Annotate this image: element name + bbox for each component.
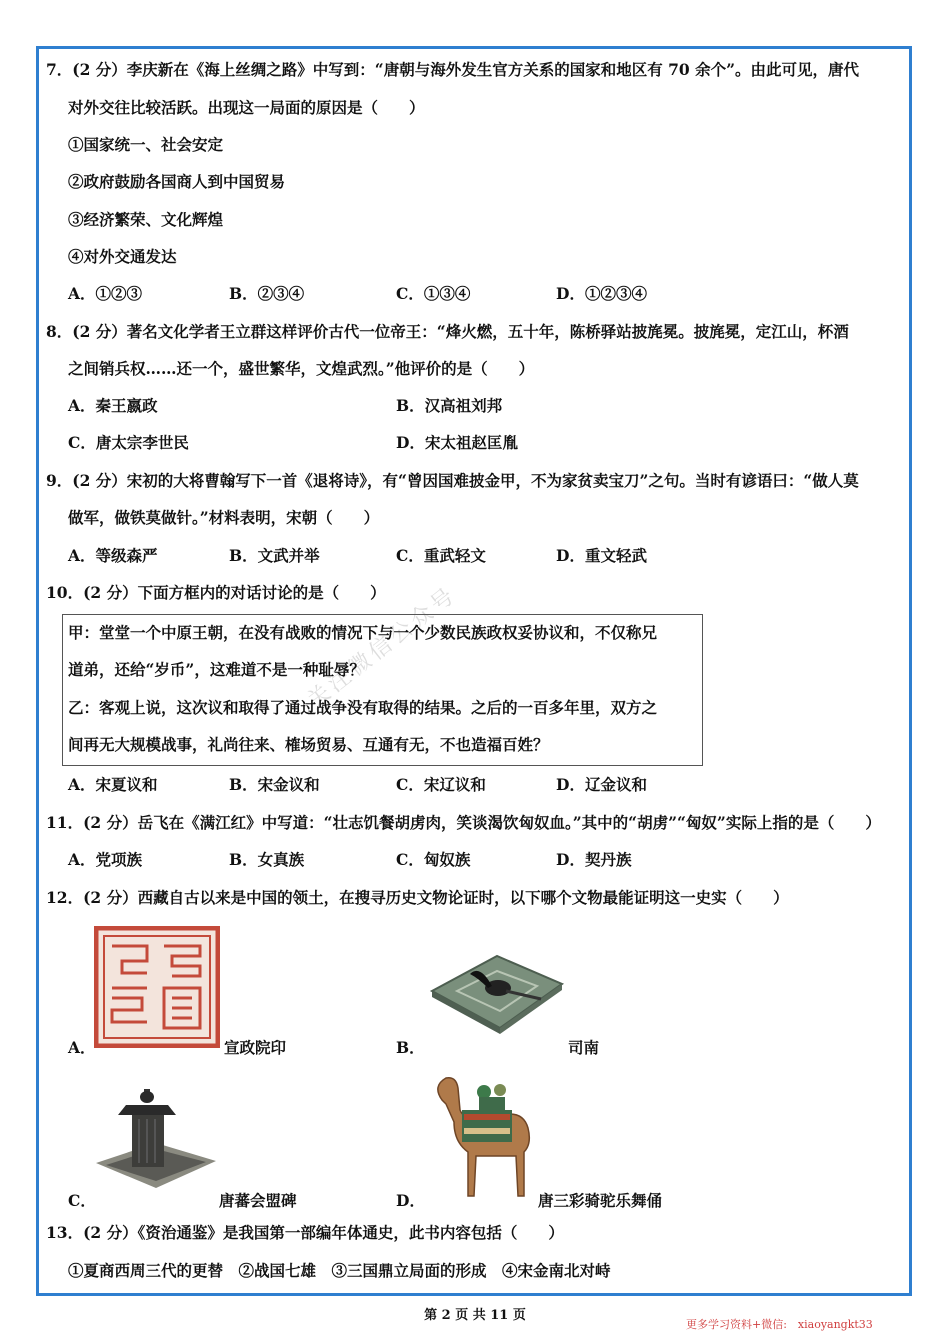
q10-dialog-line: 甲：堂堂一个中原王朝，在没有战败的情况下与一个少数民族政权妥协议和，不仅称兄 [68,623,658,642]
q13-items: ①夏商西周三代的更替 ②战国七雄 ③三国鼎立局面的形成 ④宋金南北对峙 [68,1261,611,1280]
page-number: 第 2 页 共 11 页 [424,1308,526,1323]
camel-figurine-image [424,1070,534,1200]
q12-caption-c: 唐蕃会盟碑 [219,1191,297,1210]
q10-option-b[interactable]: B．宋金议和 [229,775,320,794]
q10-dialog-line: 乙：客观上说，这次议和取得了通过战争没有取得的结果。之后的一百多年里，双方之 [68,698,658,717]
q11-option-b[interactable]: B．女真族 [229,850,305,869]
q12-option-b[interactable]: B． [396,1038,425,1057]
q9-stem-line1: 9．(2 分）宋初的大将曹翰写下一首《退将诗》，有“曾因国难披金甲，不为家贫卖宝刀”之句。当时有谚语曰：“做人莫 [46,471,859,490]
q13-stem: 13．(2 分）《资治通鉴》是我国第一部编年体通史，此书内容包括（ ） [46,1223,564,1242]
q9-option-d[interactable]: D．重文轻武 [556,546,647,565]
q10-dialog-line: 道弟，还给“岁币”，这难道不是一种耻辱？ [68,660,365,679]
q12-option-c[interactable]: C． [68,1191,96,1210]
q7-item: ①国家统一、社会安定 [68,135,224,154]
watermark: 关注微信公众号 [303,581,462,714]
q12-option-d[interactable]: D． [396,1191,425,1210]
q7-option-a[interactable]: A．①②③ [68,284,143,303]
q10-option-c[interactable]: C．宋辽议和 [396,775,486,794]
q10-dialog-line: 间再无大规模战事，礼尚往来、榷场贸易、互通有无，不也造福百姓？ [68,735,549,754]
q11-option-a[interactable]: A．党项族 [68,850,143,869]
q8-option-b[interactable]: B．汉高祖刘邦 [396,396,503,415]
q8-stem-line1: 8．(2 分）著名文化学者王立群这样评价古代一位帝王：“烽火燃，五十年，陈桥驿站披旄冕。披旄冕，定江山，杯酒 [46,322,849,341]
q7-option-b[interactable]: B．②③④ [229,284,305,303]
q12-stem: 12．(2 分）西藏自古以来是中国的领土，在搜寻历史文物论证时，以下哪个文物最能证明这一史实（ ） [46,888,789,907]
q9-option-a[interactable]: A．等级森严 [68,546,158,565]
q7-stem-line1: 7．(2 分）李庆新在《海上丝绸之路》中写到：“唐朝与海外发生官方关系的国家和地区有 70 余个”。由此可见，唐代 [46,60,859,79]
q9-option-b[interactable]: B．文武并举 [229,546,320,565]
q10-option-a[interactable]: A．宋夏议和 [68,775,158,794]
q11-option-c[interactable]: C．匈奴族 [396,850,471,869]
q7-item: ③经济繁荣、文化辉煌 [68,210,224,229]
q8-option-c[interactable]: C．唐太宗李世民 [68,433,189,452]
stele-image [96,1083,216,1190]
compass-image [422,936,567,1036]
q9-stem-line2: 做军，做铁莫做针。”材料表明，宋朝（ ） [68,508,380,527]
seal-image [94,926,220,1048]
q7-option-d[interactable]: D．①②③④ [556,284,647,303]
q8-option-a[interactable]: A．秦王嬴政 [68,396,158,415]
q7-stem-line2: 对外交往比较活跃。出现这一局面的原因是（ ） [68,98,425,117]
q10-option-d[interactable]: D．辽金议和 [556,775,647,794]
q7-option-c[interactable]: C．①③④ [396,284,471,303]
footer-note: 更多学习资料+微信: xiaoyangkt33 [686,1318,873,1331]
q7-item: ②政府鼓励各国商人到中国贸易 [68,172,286,191]
q7-item: ④对外交通发达 [68,247,177,266]
q8-stem-line2: 之间销兵权……还一个，盛世繁华，文煌武烈。”他评价的是（ ） [68,359,535,378]
q12-caption-b: 司南 [568,1038,600,1057]
q10-stem: 10．(2 分）下面方框内的对话讨论的是（ ） [46,583,386,602]
q9-option-c[interactable]: C．重武轻文 [396,546,486,565]
q11-option-d[interactable]: D．契丹族 [556,850,632,869]
q12-caption-d: 唐三彩骑驼乐舞俑 [538,1191,663,1210]
q12-option-a[interactable]: A． [68,1038,96,1057]
q8-option-d[interactable]: D．宋太祖赵匡胤 [396,433,518,452]
q11-stem: 11．(2 分）岳飞在《满江红》中写道：“壮志饥餐胡虏肉，笑谈渴饮匈奴血。”其中的“胡虏”“匈奴”实际上指的是（ ） [46,813,881,832]
q12-caption-a: 宣政院印 [224,1038,287,1057]
